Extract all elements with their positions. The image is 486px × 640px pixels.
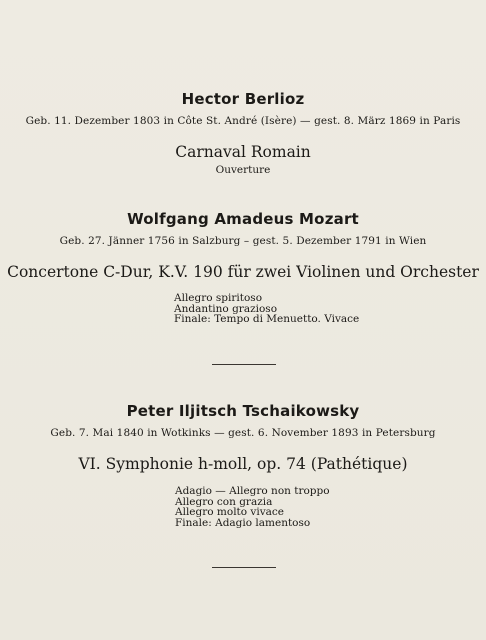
movement-item: Allegro molto vivace [175,506,285,518]
section-divider [212,567,276,568]
movement-item: Allegro spiritoso [174,292,263,304]
work-title-mozart: Concertone C-Dur, K.V. 190 für zwei Violinen und Orchester [7,263,479,281]
composer-name-tschaikowsky: Peter Iljitsch Tschaikowsky [126,402,360,420]
movement-list-tschaikowsky [175,486,330,528]
movement-item: Finale: Adagio lamentoso [175,516,311,529]
composer-dates-mozart: Geb. 27. Jänner 1756 in Salzburg – gest. 5. Dezember 1791 in Wien [59,235,427,247]
movement-list-mozart [174,293,359,325]
movement-item: Allegro con grazia [175,495,273,508]
composer-dates-tschaikowsky: Geb. 7. Mai 1840 in Wotkinks — gest. 6. November 1893 in Petersburg [50,427,436,439]
composer-dates-berlioz: Geb. 11. Dezember 1803 in Côte St. André (Isère) — gest. 8. März 1869 in Paris [25,115,461,127]
work-subtitle-berlioz: Ouverture [215,164,271,176]
movement-item: Adagio — Allegro non troppo [175,485,330,497]
section-divider [212,364,276,365]
work-title-berlioz: Carnaval Romain [175,143,311,161]
composer-name-berlioz: Hector Berlioz [181,90,305,108]
work-title-tschaikowsky: VI. Symphonie h-moll, op. 74 (Pathétique) [78,455,408,473]
movement-item: Finale: Tempo di Menuetto. Vivace [174,313,360,325]
movement-item: Andantino grazioso [174,302,278,315]
composer-name-mozart: Wolfgang Amadeus Mozart [127,210,359,228]
